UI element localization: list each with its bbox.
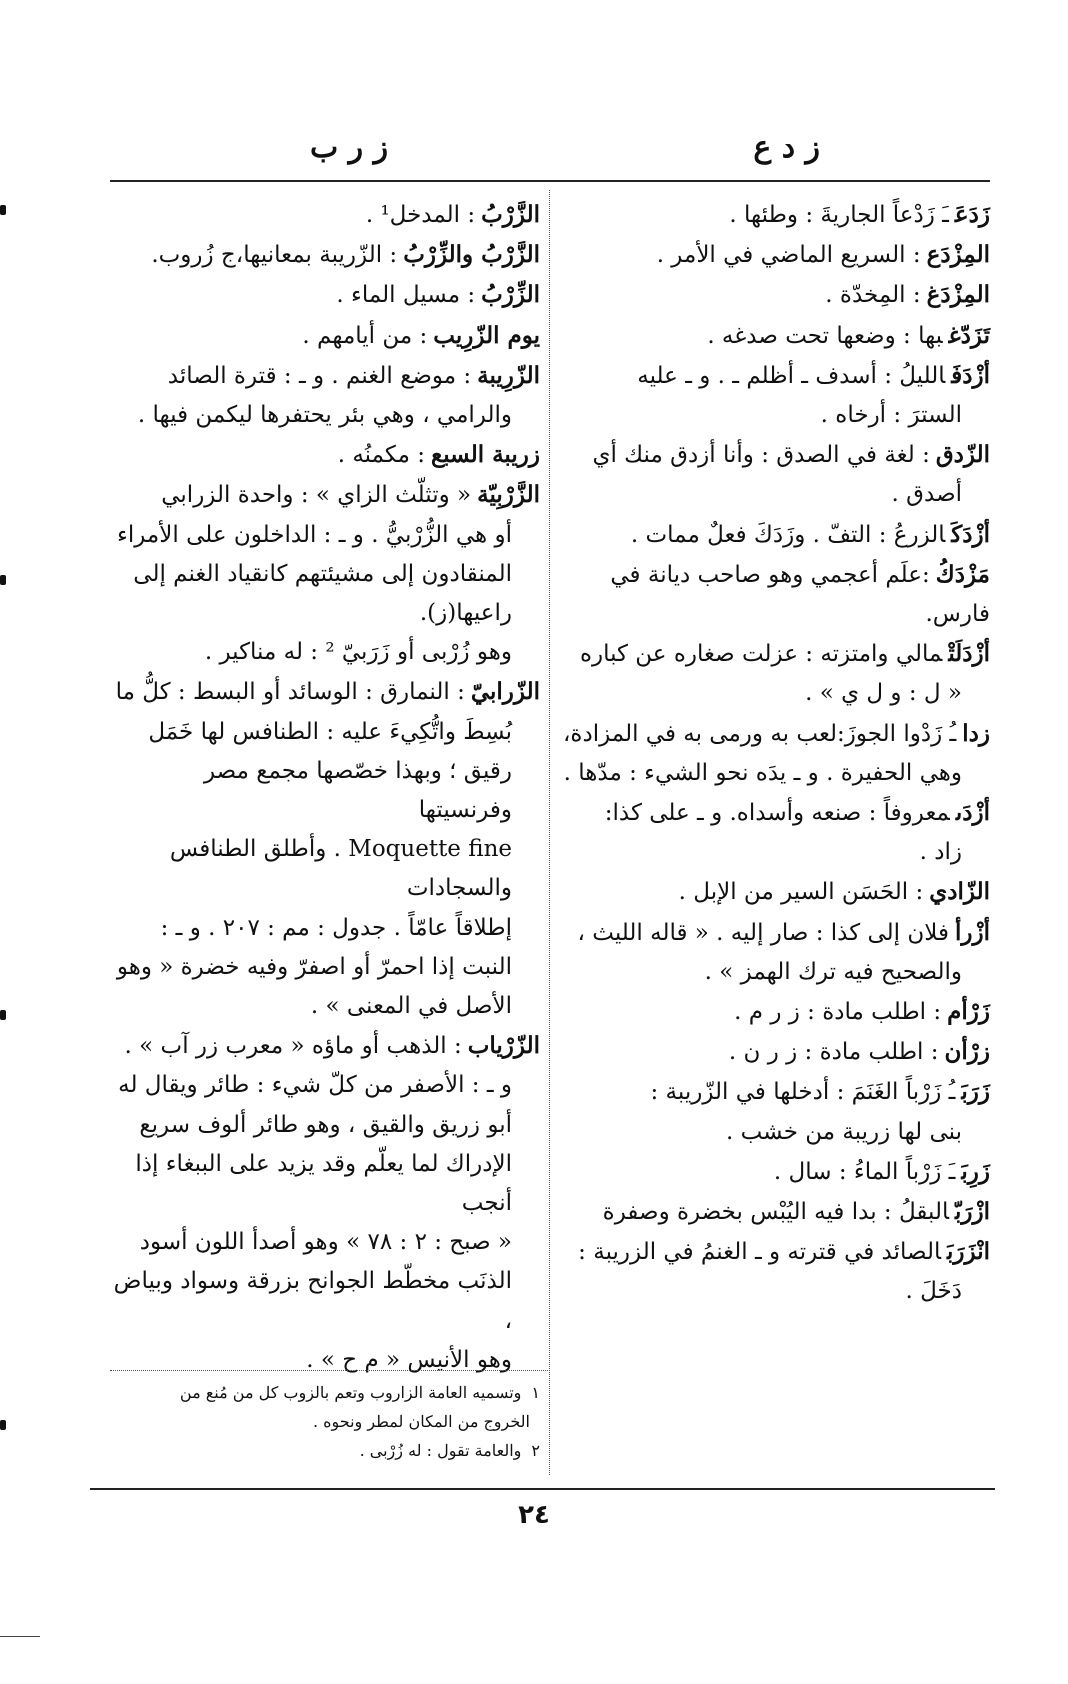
definition-text: السترَ : أرخاه . bbox=[820, 402, 962, 429]
definition-text: : السريع الماضي في الأمر . bbox=[656, 242, 921, 269]
definition-text: : النمارق : الوسائد أو البسط : كلُّ ما bbox=[115, 679, 465, 706]
dictionary-entry-line bbox=[560, 195, 990, 235]
headword: الزّرِيبة bbox=[477, 361, 540, 389]
headword: المِزْدَغ bbox=[926, 281, 990, 309]
definition-text: : مسيل الماء . bbox=[336, 282, 476, 309]
headword: الزّادي bbox=[929, 878, 990, 906]
dictionary-entry-line bbox=[560, 316, 990, 356]
page-header bbox=[110, 120, 990, 182]
definition-text: الذنَب مخطّط الجوانح بزرقة وسواد وبياض ، bbox=[113, 1268, 512, 1334]
definition-text: والصحيح فيه ترك الهمز » . bbox=[704, 958, 962, 985]
headword: الزَّرْبُ والزِّرْبُ bbox=[403, 241, 540, 269]
edge-dash bbox=[0, 1636, 40, 1637]
definition-text: معروفاً : صنعه وأسداه. و ـ على كذا: bbox=[604, 800, 950, 827]
headword: زَرَبَ bbox=[961, 1078, 990, 1106]
dictionary-entry-line bbox=[560, 714, 990, 754]
definition-text: والرامي ، وهي بئر يحتفرها ليكمن فيها . bbox=[137, 402, 512, 429]
headword: أزْدَفَ bbox=[951, 361, 990, 389]
dictionary-entry-line bbox=[560, 1113, 990, 1152]
definition-text: :علَم أعجمي وهو صاحب ديانة في فارس. bbox=[610, 561, 990, 628]
headword: زَرْأم bbox=[947, 998, 990, 1026]
definition-text: « صبح : ٢ : ٧٨ » وهو أصدأ اللون أسود bbox=[139, 1229, 512, 1256]
dictionary-entry-line bbox=[110, 516, 540, 555]
dictionary-entry-line bbox=[110, 1223, 540, 1262]
definition-text: ـَ زَدْعاً الجاريةَ : وطئها . bbox=[729, 202, 949, 228]
column-divider bbox=[549, 190, 550, 1475]
dictionary-entry-line bbox=[560, 1272, 990, 1311]
headword: مَزْدَكُ bbox=[935, 560, 990, 588]
definition-text: البقلُ : بدا فيه اليُبْس بخضرة وصفرة bbox=[602, 1199, 949, 1226]
headword: الزّدق bbox=[935, 441, 990, 469]
definition-text: أصدق . bbox=[891, 481, 962, 508]
dictionary-entry-line bbox=[560, 793, 990, 833]
dictionary-entry-line bbox=[560, 356, 990, 396]
definition-text: بها : وضعها تحت صدغه . bbox=[707, 322, 943, 349]
definition-text: : اطلب مادة : ز ر م . bbox=[734, 999, 942, 1026]
definition-text: دَخَلَ . bbox=[905, 1278, 962, 1305]
left-column bbox=[110, 195, 540, 1380]
definition-text: الليلُ : أسدف ـ أظلم ـ . و ـ عليه bbox=[637, 362, 946, 389]
footnote-text: وتسميه العامة الزاروب وتعم بالزوب كل من مُنع من bbox=[179, 1383, 522, 1402]
dictionary-entry-line bbox=[110, 830, 540, 908]
dictionary-entry-line bbox=[110, 1066, 540, 1105]
definition-text: وهي الحفيرة . و ـ يدَه نحو الشيء : مدّها . bbox=[563, 759, 962, 786]
definition-text: : لغة في الصدق : وأنا أزدق منك أي bbox=[592, 442, 930, 469]
definition-text: المنقادون إلى مشيئتهم كانقياد الغنم إلى راعيها(ز). bbox=[133, 560, 512, 627]
headword: الزَّرْبِيّة bbox=[477, 481, 540, 509]
definition-text: أبو زريق والقيق ، وهو طائر ألوف سريع bbox=[139, 1111, 512, 1138]
definition-text: : مكمنُه . bbox=[337, 442, 425, 469]
definition-text: الزرعُ : التفّ . وزَدَكَ فعلٌ ممات . bbox=[630, 521, 946, 548]
footnote-text: والعامة تقول : له زُرْبى . bbox=[359, 1441, 522, 1460]
dictionary-entry-line bbox=[560, 1192, 990, 1232]
margin-mark bbox=[0, 575, 6, 585]
dictionary-entry-line bbox=[560, 235, 990, 275]
dictionary-entry-line bbox=[110, 909, 540, 948]
dictionary-entry-line bbox=[560, 475, 990, 514]
dictionary-entry-line bbox=[110, 713, 540, 752]
dictionary-entry-line bbox=[110, 356, 540, 396]
headword: أزْدَكَ bbox=[951, 520, 990, 548]
dictionary-entry-line bbox=[110, 1145, 540, 1223]
definition-text: : من أيامهم . bbox=[302, 322, 428, 349]
headword: الزَّرْبُ bbox=[481, 201, 540, 228]
definition-text: « وتثلّث الزاي » : واحدة الزرابي bbox=[161, 482, 472, 509]
definition-text: الصائد في قترته و ـ الغنمُ في الزريبة : bbox=[578, 1239, 941, 1266]
definition-text: الإدراك لما يعلّم وقد يزيد على الببغاء إذا أنجب bbox=[135, 1150, 512, 1217]
dictionary-entry-line bbox=[110, 316, 540, 356]
footnote-number: ٢ bbox=[531, 1441, 540, 1460]
definition-text: : المِخدّة . bbox=[825, 282, 921, 309]
dictionary-entry-line bbox=[560, 555, 990, 634]
dictionary-entry-line bbox=[560, 275, 990, 315]
headword: المِزْدَع bbox=[926, 241, 990, 269]
margin-mark bbox=[0, 1420, 6, 1430]
definition-text: إطلاقاً عامّاً . جدول : مم : ٢٠٧ . و ـ : bbox=[160, 914, 512, 941]
footnote-line bbox=[110, 1378, 540, 1407]
footer-rule bbox=[90, 1488, 995, 1490]
dictionary-entry-line bbox=[560, 634, 990, 674]
dictionary-entry-line bbox=[110, 1341, 540, 1380]
dictionary-entry-line bbox=[110, 948, 540, 987]
definition-text: رقيق ؛ وبهذا خصّصها مجمع مصر وفرنسيتها bbox=[203, 757, 512, 824]
definition-text: أو هي الزُّرْبيُّ . و ـ : الداخلون على الأمراء bbox=[117, 521, 512, 548]
definition-text: ـُ زَدْوا الجوزَ:لعب به ورمى به في المزادة، bbox=[562, 720, 957, 747]
headword: زَدَعَ bbox=[954, 201, 990, 228]
definition-text: : الزّريبة بمعانيها،ج زُروب. bbox=[151, 242, 398, 269]
dictionary-entry-line bbox=[560, 992, 990, 1032]
left-root-heading: ز ر ب bbox=[310, 130, 389, 165]
headword: أزْدَلَتْ bbox=[948, 640, 990, 668]
definition-text: Moquette fine . وأطلق الطنافس والسجادات bbox=[169, 836, 512, 902]
dictionary-entry-line bbox=[110, 672, 540, 712]
margin-mark bbox=[0, 205, 6, 215]
dictionary-entry-line bbox=[560, 1032, 990, 1072]
headword: الزِّرْبُ bbox=[481, 281, 540, 309]
dictionary-entry-line bbox=[560, 435, 990, 475]
definition-text: : اطلب مادة : ز ر ن . bbox=[728, 1039, 939, 1066]
dictionary-entry-line bbox=[110, 1262, 540, 1340]
definition-text: : المدخل¹ . bbox=[365, 202, 476, 228]
dictionary-entry-line bbox=[560, 833, 990, 872]
headword: زدا bbox=[962, 719, 990, 747]
dictionary-entry-line bbox=[110, 275, 540, 315]
definition-text: « ل : و ل ي » . bbox=[805, 680, 962, 707]
headword: انْزَرَبَ bbox=[947, 1238, 990, 1266]
headword: ازْرَبّ bbox=[954, 1198, 990, 1226]
headword: الزّرابيّ bbox=[470, 678, 540, 706]
footnotes bbox=[110, 1378, 540, 1465]
dictionary-entry-line bbox=[560, 754, 990, 793]
definition-text: و ـ : الأصفر من كلّ شيء : طائر ويقال له bbox=[118, 1072, 512, 1099]
definition-text: : موضع الغنم . و ـ : قترة الصائد bbox=[167, 362, 472, 389]
dictionary-entry-line bbox=[110, 475, 540, 515]
headword: أزْدَى bbox=[955, 799, 990, 827]
right-column bbox=[560, 195, 990, 1312]
definition-text: فلان إلى كذا : صار إليه . « قاله الليث ، bbox=[577, 919, 949, 946]
definition-text: ـُ زَرْباً الغَنَمَ : أدخلها في الزّريبة : bbox=[650, 1079, 956, 1106]
dictionary-entry-line bbox=[560, 913, 990, 953]
dictionary-entry-line bbox=[110, 195, 540, 235]
dictionary-entry-line bbox=[560, 1232, 990, 1272]
headword: يوم الزّرِيب bbox=[433, 321, 540, 349]
headword: زَرِبَ bbox=[961, 1157, 990, 1185]
definition-text: : الحَسَن السير من الإبل . bbox=[678, 879, 924, 906]
definition-text: بنى لها زريبة من خشب . bbox=[725, 1118, 962, 1145]
dictionary-entry-line bbox=[560, 953, 990, 992]
dictionary-entry-line bbox=[560, 872, 990, 912]
headword: أزْرأ bbox=[955, 918, 990, 946]
dictionary-entry-line bbox=[560, 396, 990, 435]
definition-text: النبت إذا احمرّ أو اصفرّ وفيه خضرة « وهو bbox=[116, 953, 512, 980]
dictionary-entry-line bbox=[560, 1152, 990, 1192]
dictionary-entry-line bbox=[560, 674, 990, 713]
dictionary-entry-line bbox=[110, 555, 540, 633]
definition-text: وهو زُرْبى أو زَرَبيّ ² : له مناكير . bbox=[204, 639, 512, 666]
definition-text: : الذهب أو ماؤه « معرب زر آب » . bbox=[124, 1033, 462, 1060]
dictionary-entry-line bbox=[110, 752, 540, 830]
definition-text: بُسِطَ واتُّكِيءَ عليه : الطنافس لها خَمَل bbox=[148, 718, 512, 745]
footnote-separator bbox=[110, 1370, 550, 1371]
footnote-line bbox=[110, 1436, 540, 1465]
definition-text: وهو الأنيس « م ح » . bbox=[306, 1346, 512, 1373]
definition-text: زاد . bbox=[919, 839, 962, 866]
dictionary-entry-line bbox=[110, 396, 540, 435]
headword: الزّرْياب bbox=[467, 1032, 540, 1060]
dictionary-entry-line bbox=[110, 235, 540, 275]
footnote-text: الخروج من المكان لمطر ونحوه . bbox=[312, 1412, 530, 1431]
footnote-line bbox=[110, 1407, 540, 1436]
dictionary-entry-line bbox=[110, 435, 540, 475]
dictionary-entry-line bbox=[110, 1026, 540, 1066]
page-number: ٢٤ bbox=[518, 1500, 550, 1530]
headword: تَزَدّغ bbox=[948, 321, 990, 349]
definition-text: ـَ زَرْباً الماءُ : سال . bbox=[773, 1158, 956, 1185]
dictionary-entry-line bbox=[560, 515, 990, 555]
headword: زريبة السبع bbox=[431, 441, 540, 469]
footnote-number: ١ bbox=[531, 1383, 540, 1402]
definition-text: الأصل في المعنى » . bbox=[310, 993, 512, 1020]
dictionary-entry-line bbox=[110, 1106, 540, 1145]
definition-text: مالي وامتزته : عزلت صغاره عن كباره bbox=[579, 641, 943, 668]
headword: زرْأن bbox=[944, 1038, 990, 1066]
dictionary-entry-line bbox=[110, 987, 540, 1026]
dictionary-entry-line bbox=[110, 633, 540, 672]
right-root-heading: ز د ع bbox=[753, 130, 820, 165]
dictionary-entry-line bbox=[560, 1072, 990, 1112]
margin-mark bbox=[0, 1010, 6, 1020]
